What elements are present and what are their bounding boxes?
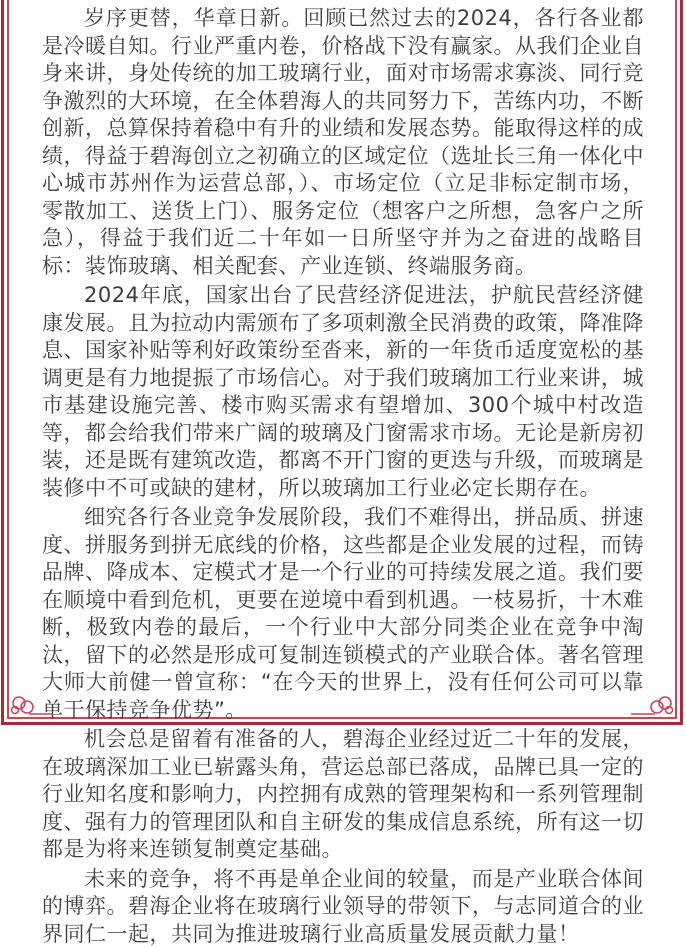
inner-red-frame — [7, 0, 677, 719]
chinese-knot-ornament-icon — [7, 693, 53, 719]
paragraph: 岁序更替，华章日新。回顾已然过去的2024，各行各业都是冷暖自知。行业严重内卷，价格战下没有赢家。从我们企业自身来讲，身处传统的加工玻璃行业，面对市场需求寡淡、同行竞争激烈的大环境，在全体碧海人的共同努力下，苦练内功，不断创新，总算保持着稳中有升的业绩和发展态势。能取得这样的成绩，得益于碧海创立之初确立的区域定位（选址长三角一体化中心城市苏州作为运营总部，）、市场定位（立足非标定制市场，零散加工、送货上门）、服务定位（想客户之所想，急客户之所急），得益于我们近二十年如一日所坚守并为之奋进的战略目标：装饰玻璃、相关配套、产业连锁、终端服务商。 — [42, 5, 644, 280]
article-body — [9, 0, 675, 717]
paragraph: 未来的竞争，将不再是单企业间的较量，而是产业联合体间的博弈。碧海企业将在玻璃行业领导的带领下，与志同道合的业界同仁一起，共同为推进玻璃行业高质量发展贡献力量！ — [42, 866, 644, 948]
outer-red-frame — [1, 0, 683, 725]
paragraph: 机会总是留着有准备的人，碧海企业经过近二十年的发展，在玻璃深加工业已崭露头角，营运总部已落成，品牌已具一定的行业知名度和影响力，内控拥有成熟的管理架构和一系列管理制度、强有力的管理团队和自主研发的集成信息系统，所有这一切都是为将来连锁复制奠定基础。 — [42, 726, 644, 864]
paragraph: 2024年底，国家出台了民营经济促进法，护航民营经济健康发展。且为拉动内需颁布了多项刺激全民消费的政策，降准降息、国家补贴等利好政策纷至沓来，新的一年货币适度宽松的基调更是有力地提振了市场信心。对于我们玻璃加工行业来讲，城市基建设施完善、楼市购买需求有望增加、300个城中村改造等，都会给我们带来广阔的玻璃及门窗需求市场。无论是新房初装，还是既有建筑改造，都离不开门窗的更迭与升级，而玻璃是装修中不可或缺的建材，所以玻璃加工行业必定长期存在。 — [42, 282, 644, 502]
paragraph: 细究各行各业竞争发展阶段，我们不难得出，拼品质、拼速度、拼服务到拼无底线的价格，这些都是企业发展的过程，而铸品牌、降成本、定模式才是一个行业的可持续发展之道。我们要在顺境中看到危机，更要在逆境中看到机遇。一枝易折，十木难断，极致内卷的最后，一个行业中大部分同类企业在竞争中淘汰，留下的必然是形成可复制连锁模式的产业联合体。著名管理大师大前健一曾宣称：“在今天的世界上，没有任何公司可以靠单干保持竞争优势”。 — [42, 504, 644, 724]
chinese-knot-ornament-icon — [631, 693, 677, 719]
